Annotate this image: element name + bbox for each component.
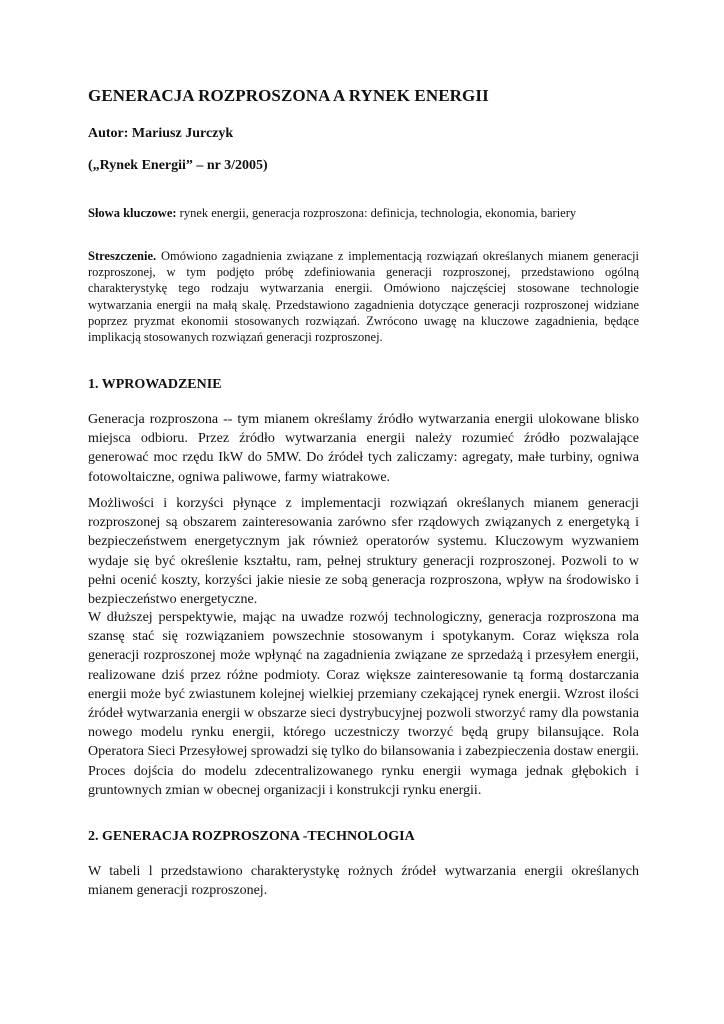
paragraph-intro-1: Generacja rozproszona -- tym mianem określamy źródło wytwarzania energii ulokowane blisko miejsca odbioru. Przez źródło wytwarzania energii należy rozumieć źródło pozwalające generować moc rzędu IkW do 5MW. Do źródeł tych zaliczamy: agregaty, małe turbiny, ogniwa fotowoltaiczne, ogniwa paliwowe, farmy wiatrakowe. [88, 412, 639, 485]
paragraph-technology-1: W tabeli l przedstawiono charakterystykę rożnych źródeł wytwarzania energii określanych mianem generacji rozproszonej. [88, 864, 639, 899]
abstract-text: Omówiono zagadnienia związane z implementacją rozwiązań określanych mianem generacji rozproszonej, w tym podjęto próbę zdefiniowania generacji rozproszonej, przedstawiono ogólną charakterystykę tego rodzaju wytwarzania energii. Omówiono najczęściej stosowane technologie wytwarzania energii na małą skalę. Przedstawiono zagadnienia dotyczące generacji rozproszonej widziane poprzez pryzmat ekonomii stosowanych rozwiązań. Zwrócono uwagę na kluczowe zagadnienia, będące implikacją stosowanych rozwiązań generacji rozproszonej. [88, 249, 639, 345]
keywords-label: Słowa kluczowe: [88, 206, 177, 220]
abstract [88, 248, 639, 345]
paragraph-intro-3: W dłuższej perspektywie, mając na uwadze rozwój technologiczny, generacja rozproszona ma szansę stać się rozwiązaniem powszechnie stosowanym i spotykanym. Coraz większa rola generacji rozproszonej może wpłynąć na zagadnienia związane ze sprzedażą i przesyłem energii, realizowane dziś przez różne podmioty. Coraz większe zainteresowanie tą formą dostarczania energii może być zwiastunem kolejnej wielkiej przemiany czekającej rynek energii. Wzrost ilości źródeł wytwarzania energii w obszarze sieci dystrybucyjnej pozwoli stworzyć ramy dla powstania nowego modelu rynku energii, którego uczestniczy tworzyć będą grupy bilansujące. Rola Operatora Sieci Przesyłowej sprowadzi się tylko do bilansowania i zabezpieczenia dostaw energii. Proces dojścia do modelu zdecentralizowanego rynku energii wymaga jednak głębokich i gruntownych zmian w obecnej organizacji i konstrukcji rynku energii. [88, 610, 639, 798]
keywords-text: rynek energii, generacja rozproszona: definicja, technologia, ekonomia, bariery [176, 206, 577, 220]
keywords-line [88, 206, 576, 221]
abstract-label: Streszczenie. [88, 249, 157, 263]
section-heading-technology: 2. GENERACJA ROZPROSZONA -TECHNOLOGIA [88, 829, 415, 844]
section-heading-introduction: 1. WPROWADZENIE [88, 377, 222, 392]
paragraph-intro-2: Możliwości i korzyści płynące z implementacji rozwiązań określanych mianem generacji rozproszonej są obszarem zainteresowania zarówno sfer rządowych związanych z energetyką i bezpieczeństwem energetycznym jak również operatorów systemu. Kluczowym wyzwaniem wydaje się być określenie kształtu, ram, pełnej struktury generacji rozproszonej. Pozwoli to w pełni ocenić koszty, korzyści jakie niesie ze sobą generacja rozproszona, wpływ na środowisko i bezpieczeństwo energetyczne. [88, 496, 639, 608]
document-title: GENERACJA ROZPROSZONA A RYNEK ENERGII [88, 86, 489, 105]
author-line: Autor: Mariusz Jurczyk [88, 126, 234, 141]
journal-reference: („Rynek Energii” – nr 3/2005) [88, 158, 268, 173]
